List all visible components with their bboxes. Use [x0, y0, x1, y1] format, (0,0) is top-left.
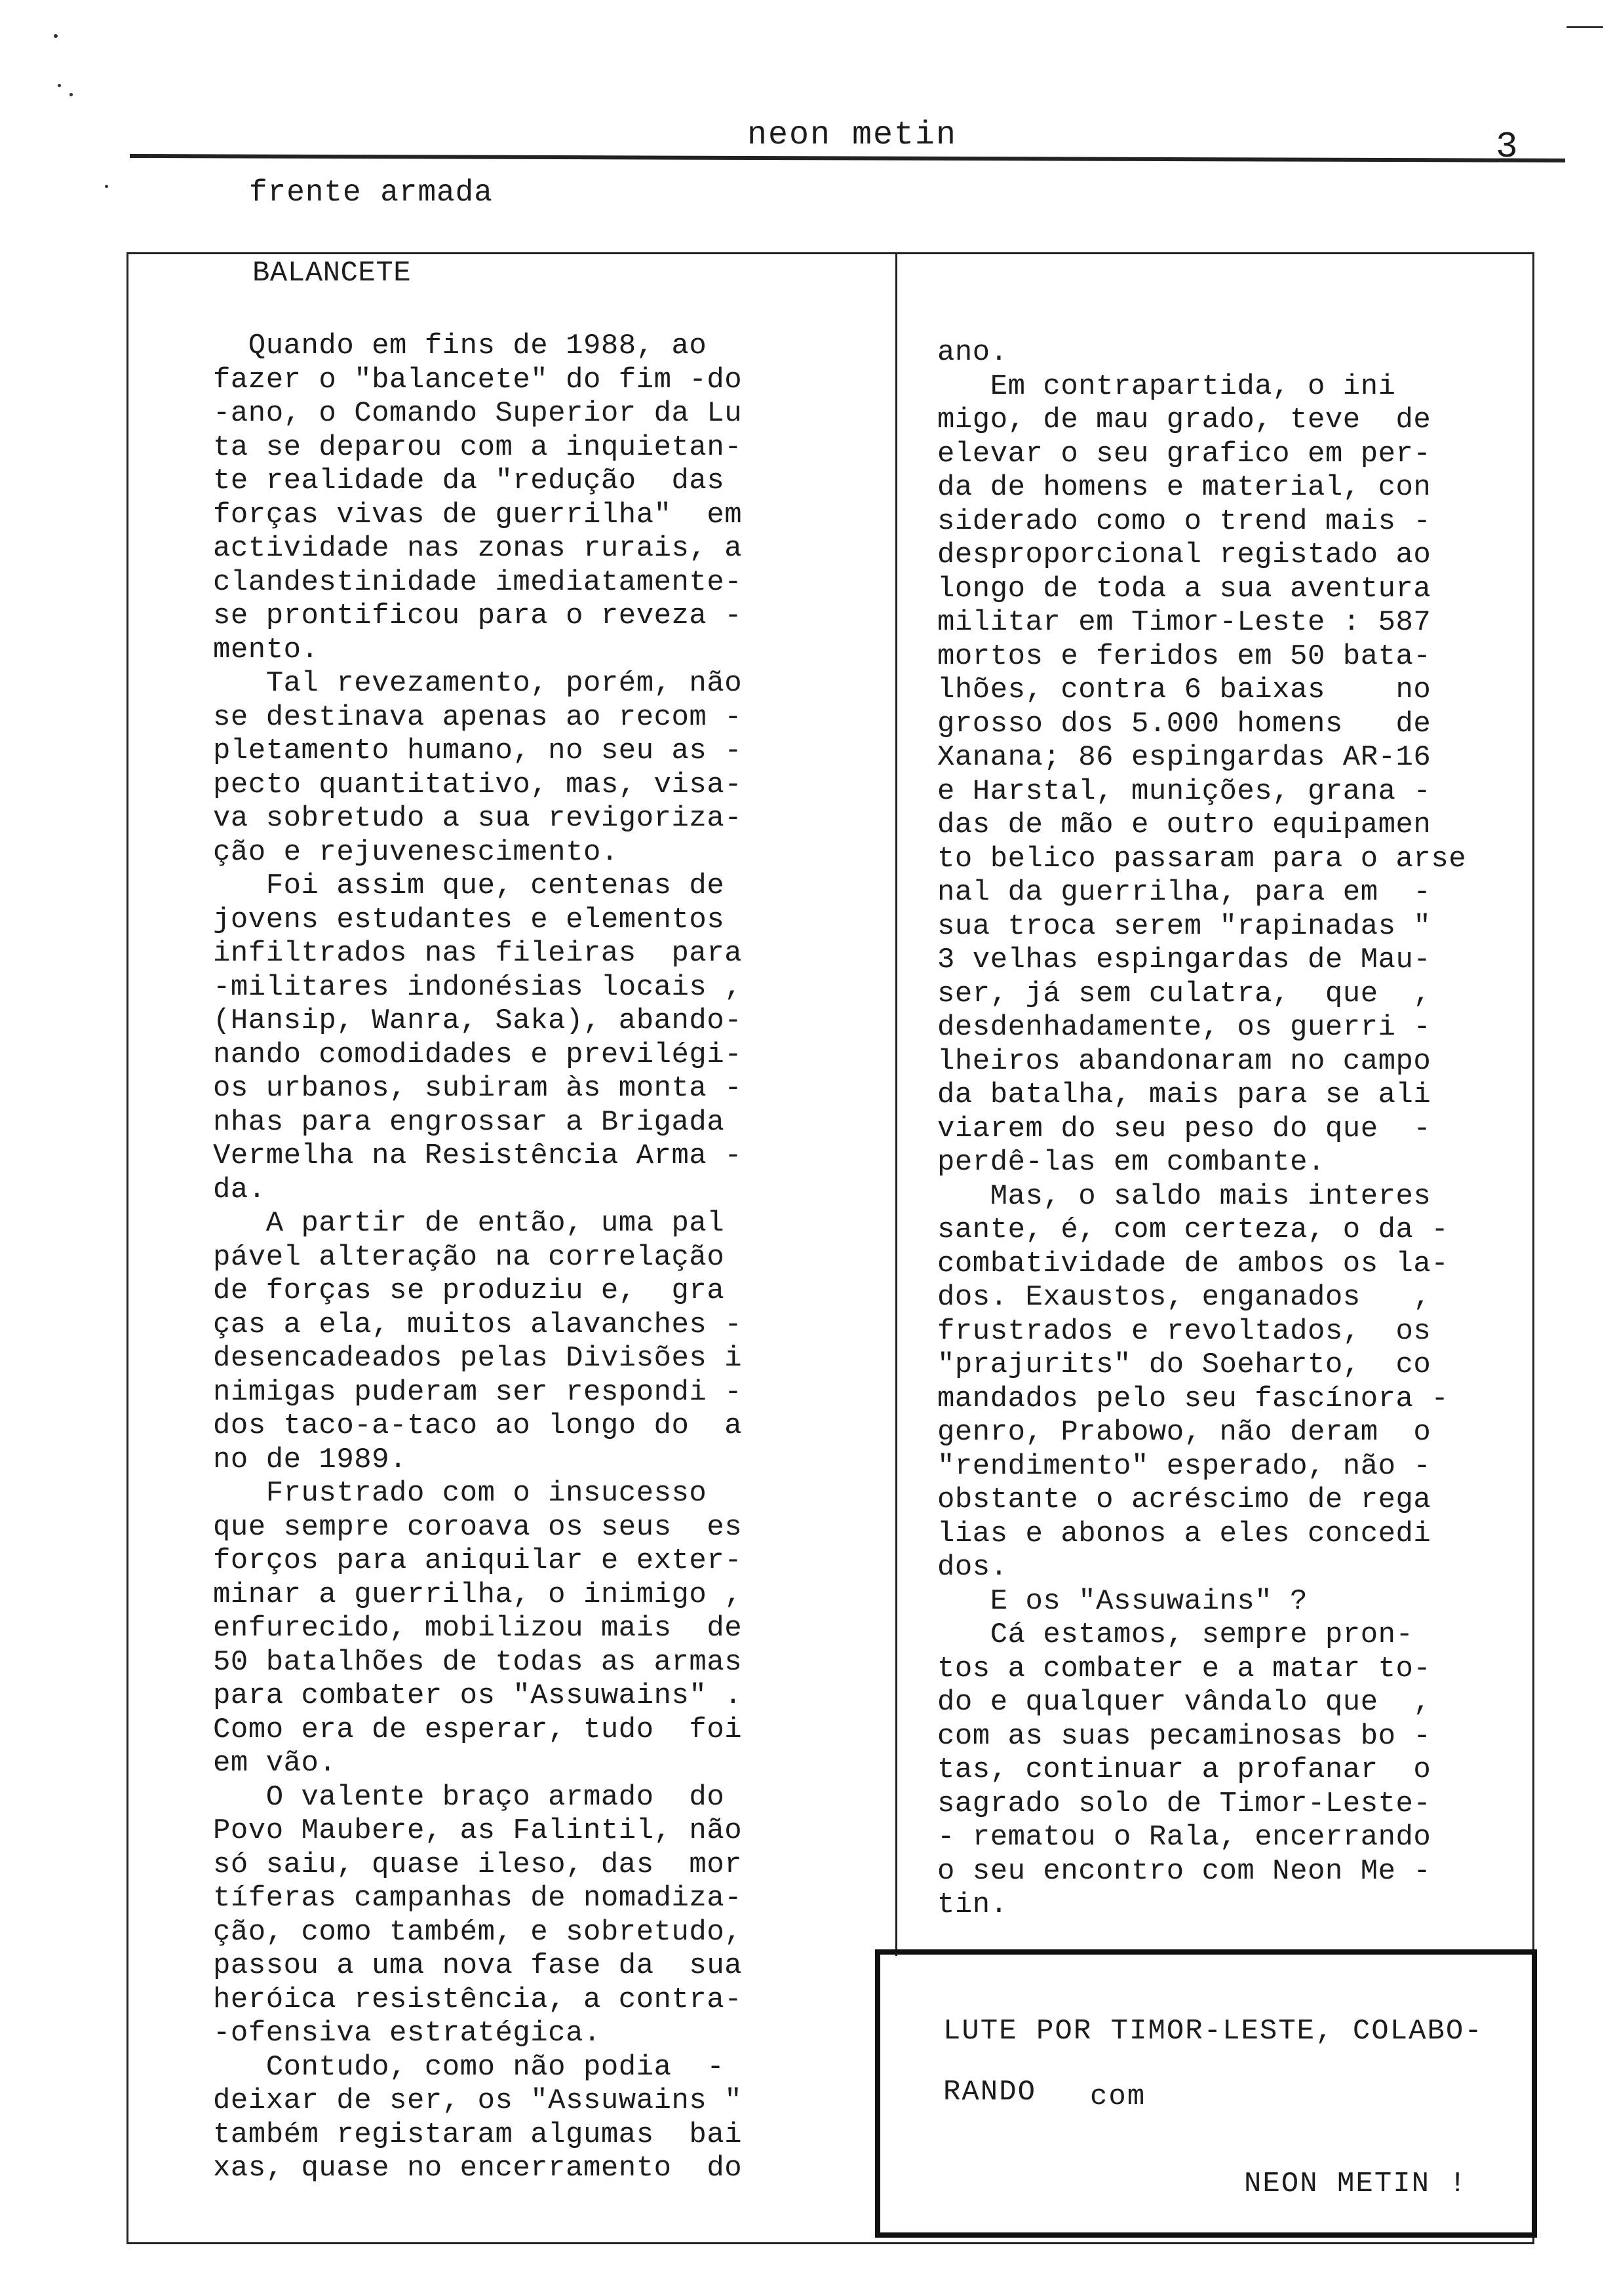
scan-speck — [58, 84, 61, 87]
header-rule — [130, 154, 1565, 163]
article-left-column: Quando em fins de 1988, ao fazer o "balancete" do fim -do -ano, o Comando Superior da Lu ta se deparou com a inquietan- te realidade da "redução das forças vivas de guerrilha" em actividade nas zonas rurais, a clandestinidade imediatamente- se prontificou para o reveza - mento. Tal revezamento, porém, não se destinava apenas ao recom - pletamento humano, no seu as - pecto quantitativo, mas, visa- va sobretudo a sua revigoriza- ção e rejuvenescimento. Foi assim que, centenas de jovens estudantes e elementos infiltrados nas fileiras para -militares indonésias locais , (Hansip, Wanra, Saka), abando- nando comodidades e previlégi- os urbanos, subiram às monta - nhas para engrossar a Brigada Vermelha na Resistência Arma - da. A partir de então, uma pal pável alteração na correlação de forças se produziu e, gra ças a ela, muitos alavanches - desencadeados pelas Divisões i nimigas puderam ser respondi - dos taco-a-taco ao longo do a no de 1989. Frustrado com o insucesso que sempre coroava os seus es forços para aniquilar e exter- minar a guerrilha, o inimigo , enfurecido, mobilizou mais de 50 batalhões de todas as armas para combater os "Assuwains" . Como era de esperar, tudo foi em vão. O valente braço armado do Povo Maubere, as Falintil, não só saiu, quase ileso, das mor tíferas campanhas de nomadiza- ção, como também, e sobretudo, passou a uma nova fase da sua heróica resistência, a contra- -ofensiva estratégica. Contudo, como não podia - deixar de ser, os "Assuwains " também registaram algumas bai xas, quase no encerramento do — [213, 330, 743, 2185]
promo-line-1: LUTE POR TIMOR-LESTE, COLABO- — [943, 2015, 1483, 2048]
section-label: frente armada — [249, 176, 493, 210]
promo-box — [875, 1949, 1537, 2238]
promo-line-2: RANDO — [943, 2076, 1037, 2109]
promo-line-2-word: com — [1090, 2080, 1146, 2113]
article-heading: BALANCETE — [252, 257, 412, 290]
scan-speck — [1566, 26, 1603, 28]
article-right-column: ano. Em contrapartida, o ini migo, de mau grado, teve de elevar o seu grafico em per- da de homens e material, con siderado como o trend mais - desproporcional registado ao longo de toda a sua aventura militar em Timor-Leste : 587 mortos e feridos em 50 bata- lhões, contra 6 baixas no grosso dos 5.000 homens de Xanana; 86 espingardas AR-16 e Harstal, munições, grana - das de mão e outro equipamen to belico passaram para o arse nal da guerrilha, para em - sua troca serem "rapinadas " 3 velhas espingardas de Mau- ser, já sem culatra, que , desdenhadamente, os guerri - lheiros abandonaram no campo da batalha, mais para se ali viarem do seu peso do que - perdê-las em combante. Mas, o saldo mais interes sante, é, com certeza, o da - combatividade de ambos os la- dos. Exaustos, enganados , frustrados e revoltados, os "prajurits" do Soeharto, co mandados pelo seu fascínora - genro, Prabowo, não deram o "rendimento" esperado, não - obstante o acréscimo de rega lias e abonos a eles concedi dos. E os "Assuwains" ? Cá estamos, sempre pron- tos a combater e a matar to- do e qualquer vândalo que , com as suas pecaminosas bo - tas, continuar a profanar o sagrado solo de Timor-Leste- - rematou o Rala, encerrando o seu encontro com Neon Me - tin. — [937, 336, 1467, 1921]
newsletter-title: neon metin — [747, 117, 958, 154]
scan-speck — [69, 93, 73, 96]
scan-speck — [105, 185, 108, 188]
page-number: 3 — [1496, 126, 1518, 168]
promo-line-3: NEON METIN ! — [1244, 2168, 1468, 2200]
column-divider — [895, 252, 897, 1956]
scan-speck — [54, 34, 58, 38]
